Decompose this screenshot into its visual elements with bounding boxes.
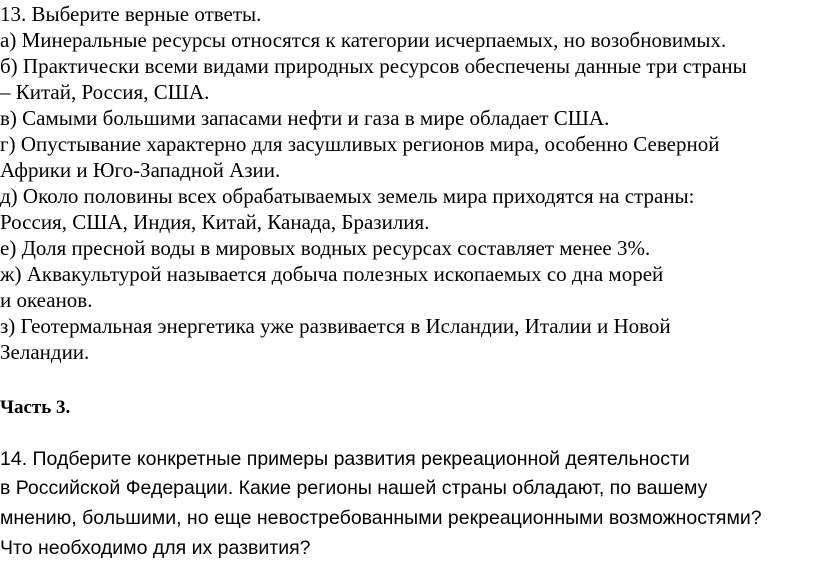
part-3-heading: Часть 3. <box>0 397 71 418</box>
question-14-line-1: 14. Подберите конкретные примеры развития рекреационной деятельности <box>0 448 690 470</box>
question-14-line-2: в Российской Федерации. Какие регионы нашей страны обладают, по вашему <box>0 477 708 499</box>
answer-g: г) Опустывание характерно для засушливых регионов мира, особенно Северной <box>0 132 720 156</box>
answer-g-continued: Африки и Юго-Западной Азии. <box>0 158 281 182</box>
answer-d: д) Около половины всех обрабатываемых земель мира приходятся на страны: <box>0 184 695 208</box>
question-13-title: 13. Выберите верные ответы. <box>0 2 262 26</box>
answer-v: в) Самыми большими запасами нефти и газа в мире обладает США. <box>0 106 610 130</box>
answer-b: б) Практически всеми видами природных ресурсов обеспечены данные три страны <box>0 54 747 78</box>
question-14-line-4: Что необходимо для их развития? <box>0 537 311 559</box>
answer-zh-continued: и океанов. <box>0 288 93 312</box>
answer-a: а) Минеральные ресурсы относятся к категории исчерпаемых, но возобновимых. <box>0 28 727 52</box>
answer-d-continued: Россия, США, Индия, Китай, Канада, Бразилия. <box>0 210 430 234</box>
question-14-line-3: мнению, большими, но еще невостребованными рекреационными возможностями? <box>0 507 762 529</box>
answer-z: з) Геотермальная энергетика уже развивается в Исландии, Италии и Новой <box>0 314 671 338</box>
answer-e: е) Доля пресной воды в мировых водных ресурсах составляет менее 3%. <box>0 236 651 260</box>
answer-zh: ж) Аквакультурой называется добыча полезных ископаемых со дна морей <box>0 262 664 286</box>
answer-b-continued: – Китай, Россия, США. <box>0 80 210 104</box>
answer-z-continued: Зеландии. <box>0 340 90 364</box>
